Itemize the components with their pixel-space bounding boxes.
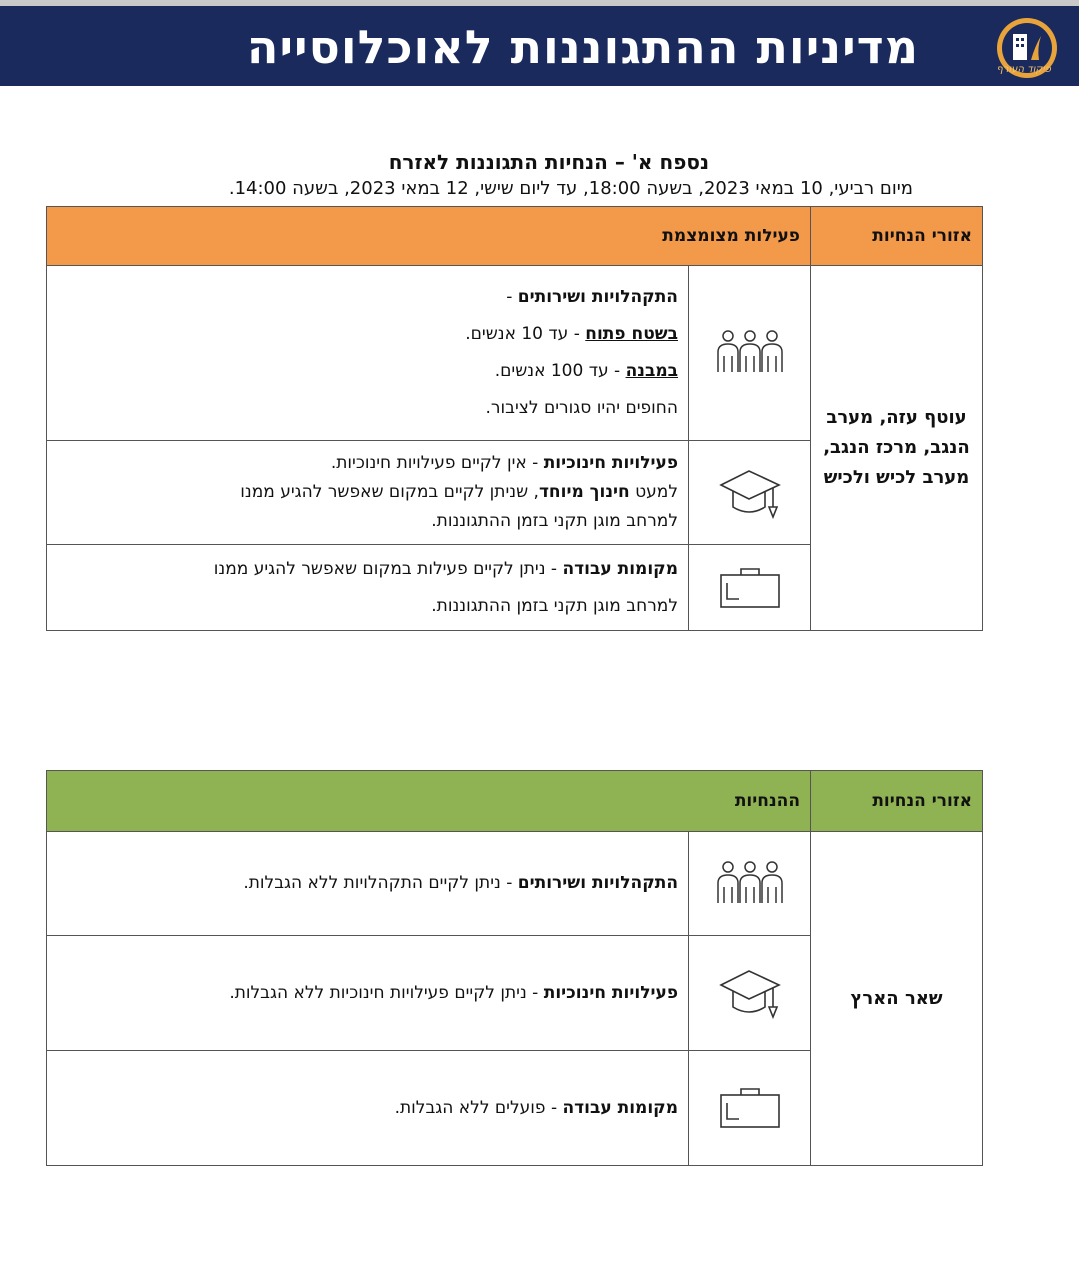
graduation-cap-icon bbox=[717, 463, 783, 523]
gathering-guidance-text: - ניתן לקיים התקהלויות ללא הגבלות. bbox=[243, 873, 518, 893]
beaches-closed: החופים יהיו סגורים לציבור. bbox=[485, 398, 678, 418]
education-guidance bbox=[47, 936, 689, 1051]
work-instructions bbox=[47, 545, 689, 631]
work-text: - ניתן לקיים פעילות במקום שאפשר להגיע ממנו bbox=[213, 558, 563, 579]
annex-subtitle: מיום רביעי, 10 במאי 2023, בשעה 18:00, עד ליום שישי, 12 במאי 2023, בשעה 14:00. bbox=[228, 178, 913, 199]
briefcase-icon bbox=[719, 1085, 781, 1131]
page-title: מדיניות ההתגוננות לאוכלוסייה bbox=[246, 20, 919, 74]
graduation-cap-icon bbox=[717, 963, 783, 1023]
gathering-instructions bbox=[47, 266, 689, 441]
work-title-2: מקומות עבודה bbox=[562, 1097, 679, 1118]
zone-cell-2: שאר הארץ bbox=[811, 832, 983, 1166]
work-icon-cell bbox=[689, 545, 811, 631]
column-header-guidance: ההנחיות bbox=[47, 771, 811, 832]
work-icon-cell-2 bbox=[689, 1051, 811, 1166]
briefcase-icon bbox=[719, 565, 781, 611]
column-header-activity: פעילות מצומצמת bbox=[47, 207, 811, 266]
special-education-text: , שניתן לקיים במקום שאפשר להגיע ממנו bbox=[240, 482, 539, 502]
except-text: למעט bbox=[629, 482, 678, 502]
open-area-label: בשטח פתוח bbox=[585, 324, 678, 344]
work-shelter-text: למרחב מוגן תקני בזמן ההתגוננות. bbox=[431, 595, 678, 616]
gathering-icon-cell bbox=[689, 266, 811, 441]
people-group-icon bbox=[714, 859, 786, 909]
gathering-title-2: התקהלויות ושירותים bbox=[517, 873, 679, 893]
people-group-icon bbox=[714, 328, 786, 378]
work-title: מקומות עבודה bbox=[562, 558, 678, 579]
gathering-title: התקהלויות ושירותים bbox=[517, 287, 678, 307]
education-icon-cell bbox=[689, 441, 811, 545]
gathering-guidance bbox=[47, 832, 689, 936]
building-limit: - עד 100 אנשים. bbox=[494, 361, 626, 381]
rest-of-country-table bbox=[46, 770, 983, 1166]
building-label: במבנה bbox=[625, 361, 678, 381]
restricted-activity-table bbox=[46, 206, 983, 631]
gathering-dash: - bbox=[506, 287, 518, 307]
special-education-label: חינוך מיוחד bbox=[538, 482, 630, 502]
column-header-zones-2: אזורי הנחיות bbox=[811, 771, 983, 832]
logo-caption: פיקוד העורף bbox=[996, 64, 1051, 75]
education-instructions bbox=[47, 441, 689, 545]
header-banner bbox=[0, 6, 1079, 86]
zone-cell: עוטף עזה, מערב הנגב, מרכז הנגב, מערב לכיש ולכיש bbox=[811, 266, 983, 631]
work-guidance bbox=[47, 1051, 689, 1166]
education-guidance-text: - ניתן לקיים פעילויות חינוכיות ללא הגבלות. bbox=[229, 982, 544, 1003]
education-icon-cell-2 bbox=[689, 936, 811, 1051]
gathering-icon-cell-2 bbox=[689, 832, 811, 936]
education-title-2: פעילויות חינוכיות bbox=[543, 982, 679, 1003]
work-guidance-text: - פועלים ללא הגבלות. bbox=[394, 1097, 563, 1118]
education-title: פעילויות חינוכיות bbox=[543, 453, 678, 473]
column-header-zones: אזורי הנחיות bbox=[811, 207, 983, 266]
education-shelter-text: למרחב מוגן תקני בזמן ההתגוננות. bbox=[431, 511, 678, 531]
annex-title: נספח א' – הנחיות התגוננות לאזרח bbox=[388, 150, 709, 174]
education-text: - אין לקיים פעילויות חינוכיות. bbox=[330, 453, 544, 473]
open-area-limit: - עד 10 אנשים. bbox=[465, 324, 586, 344]
